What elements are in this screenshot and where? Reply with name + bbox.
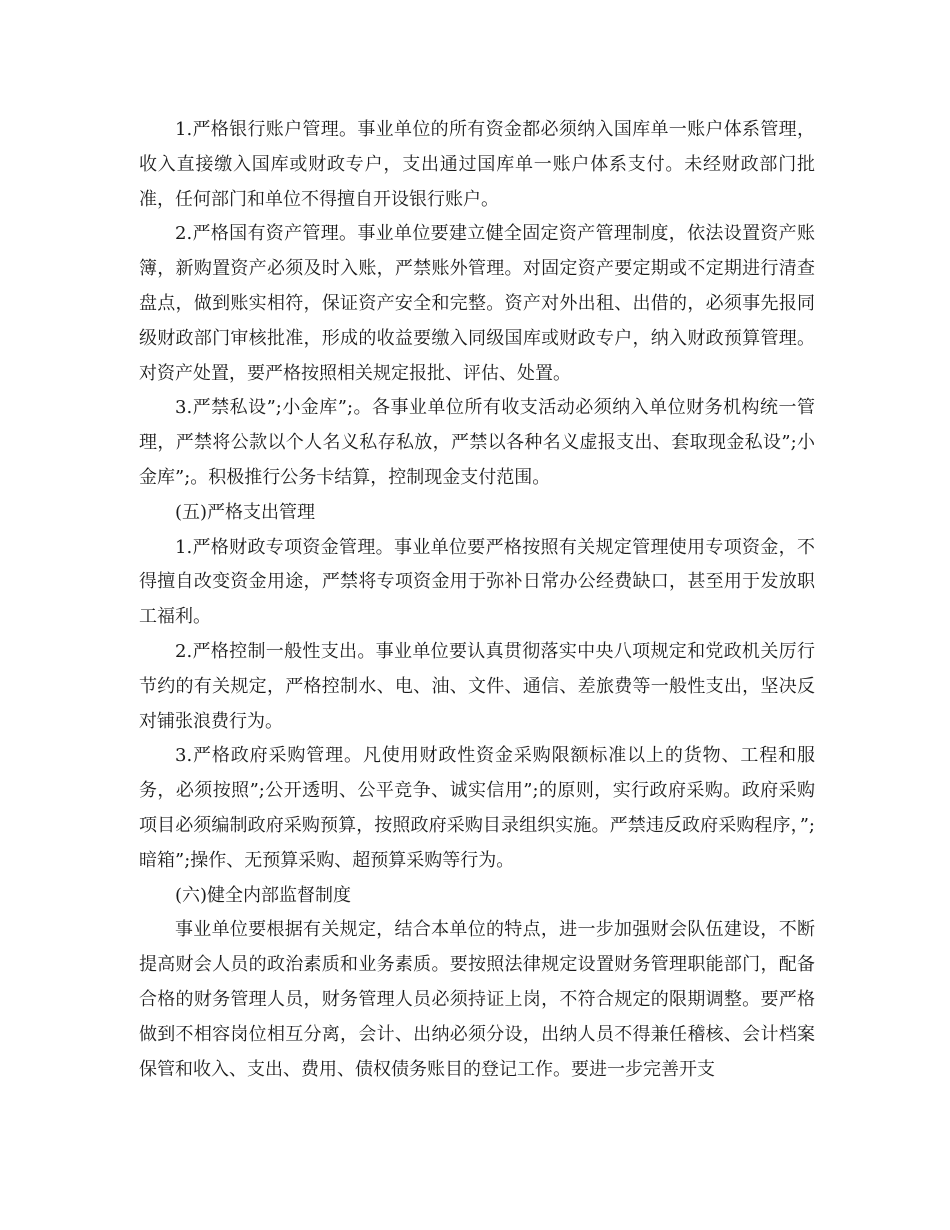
paragraph-special-funds: 1.严格财政专项资金管理。事业单位要严格按照有关规定管理使用专项资金，不得擅自改变资金用途，严禁将专项资金用于弥补日常办公经费缺口，甚至用于发放职工福利。 — [139, 536, 815, 628]
section-heading-supervision: (六)健全内部监督制度 — [175, 884, 352, 906]
paragraph-slush-fund: 3.严禁私设”;小金库”;。各事业单位所有收支活动必须纳入单位财务机构统一管理，严禁将公款以个人名义私存私放，严禁以各种名义虚报支出、套取现金私设”;小金库”;。积极推行公务卡结算，控制现金支付范围。 — [139, 397, 815, 488]
paragraph-procurement: 3.严格政府采购管理。凡使用财政性资金采购限额标准以上的货物、工程和服务，必须按照”;公开透明、公平竞争、诚实信用”;的原则，实行政府采购。政府采购项目必须编制政府采购预算，按照政府采购目录组织实施。严禁违反政府采购程序，”;暗箱”;操作、无预算采购、超预算采购等行为。 — [139, 745, 815, 871]
paragraph-internal-supervision: 事业单位要根据有关规定，结合本单位的特点，进一步加强财会队伍建设，不断提高财会人员的政治素质和业务素质。要按照法律规定设置财务管理职能部门，配备合格的财务管理人员，财务管理人员必须持证上岗，不符合规定的限期调整。要严格做到不相容岗位相互分离，会计、出纳必须分设，出纳人员不得兼任稽核、会计档案保管和收入、支出、费用、债权债务账目的登记工作。要进一步完善开支 — [139, 919, 815, 1080]
paragraph-state-assets: 2.严格国有资产管理。事业单位要建立健全固定资产管理制度，依法设置资产账簿，新购置资产必须及时入账，严禁账外管理。对固定资产要定期或不定期进行清查盘点，做到账实相符，保证资产安全和完整。资产对外出租、出借的，必须事先报同级财政部门审核批准，形成的收益要缴入同级国库或财政专户，纳入财政预算管理。对资产处置，要严格按照相关规定报批、评估、处置。 — [139, 223, 815, 384]
document-body — [139, 113, 815, 1087]
paragraph-general-expenditure: 2.严格控制一般性支出。事业单位要认真贯彻落实中央八项规定和党政机关厉行节约的有关规定，严格控制水、电、油、文件、通信、差旅费等一般性支出，坚决反对铺张浪费行为。 — [139, 640, 815, 732]
section-heading-expenditure: (五)严格支出管理 — [175, 501, 316, 523]
paragraph-bank-account: 1.严格银行账户管理。事业单位的所有资金都必须纳入国库单一账户体系管理，收入直接缴入国库或财政专户，支出通过国库单一账户体系支付。未经财政部门批准，任何部门和单位不得擅自开设银行账户。 — [139, 119, 815, 210]
